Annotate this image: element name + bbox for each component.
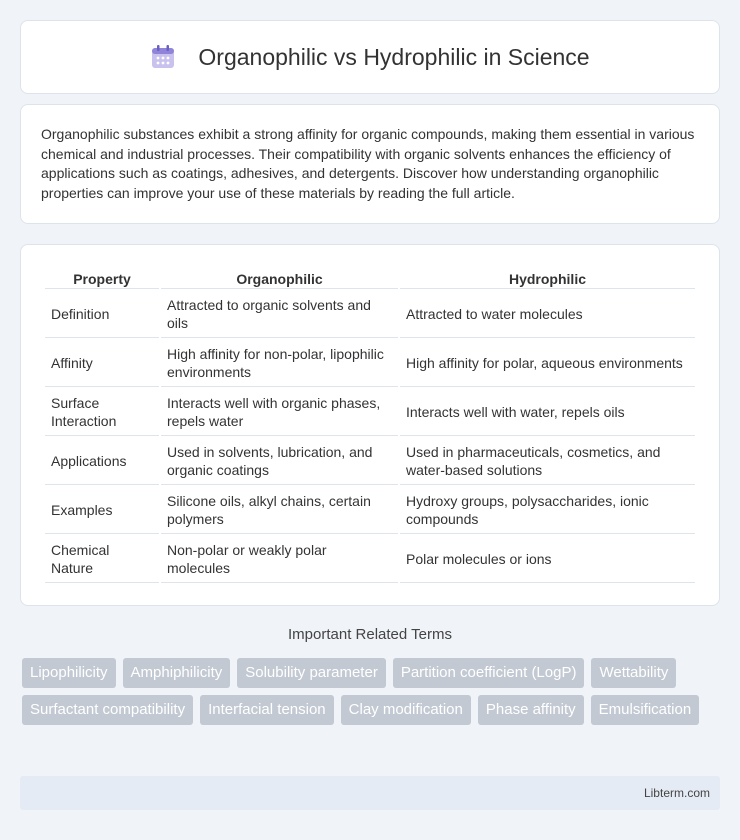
header-property: Property — [45, 267, 159, 289]
term-tag[interactable]: Lipophilicity — [22, 658, 116, 688]
calendar-icon — [150, 44, 176, 70]
cell-hydrophilic: Interacts well with water, repels oils — [400, 389, 695, 436]
table-row — [45, 438, 695, 485]
cell-property: Applications — [45, 438, 159, 485]
table-header-row — [45, 267, 695, 289]
intro-card — [20, 104, 720, 224]
cell-hydrophilic: Hydroxy groups, polysaccharides, ionic compounds — [400, 487, 695, 534]
term-tag[interactable]: Phase affinity — [478, 695, 584, 725]
term-tag[interactable]: Wettability — [591, 658, 676, 688]
related-terms-list — [22, 658, 722, 732]
cell-hydrophilic: Attracted to water molecules — [400, 291, 695, 338]
cell-property: Affinity — [45, 340, 159, 387]
term-tag[interactable]: Solubility parameter — [237, 658, 386, 688]
cell-organophilic: Attracted to organic solvents and oils — [161, 291, 398, 338]
cell-hydrophilic: Polar molecules or ions — [400, 536, 695, 583]
cell-property: Examples — [45, 487, 159, 534]
cell-hydrophilic: Used in pharmaceuticals, cosmetics, and water-based solutions — [400, 438, 695, 485]
comparison-card — [20, 244, 720, 606]
cell-property: Chemical Nature — [45, 536, 159, 583]
title-card — [20, 20, 720, 94]
cell-organophilic: High affinity for non-polar, lipophilic environments — [161, 340, 398, 387]
header-organophilic: Organophilic — [161, 267, 398, 289]
footer-site-link[interactable]: Libterm.com — [643, 786, 710, 800]
comparison-table — [43, 265, 697, 585]
related-terms-heading: Important Related Terms — [288, 626, 452, 643]
table-row — [45, 536, 695, 583]
intro-text: Organophilic substances exhibit a strong affinity for organic compounds, making them essential in various chemical and industrial processes. Their compatibility with organic solvents enhances the efficiency of applications such as coatings, adhesives, and detergents. Discover how understanding organophilic properties can improve your use of these materials by reading the full article. — [41, 126, 695, 201]
table-row — [45, 291, 695, 338]
cell-organophilic: Used in solvents, lubrication, and organic coatings — [161, 438, 398, 485]
term-tag[interactable]: Interfacial tension — [200, 695, 334, 725]
term-tag[interactable]: Partition coefficient (LogP) — [393, 658, 585, 688]
cell-property: Definition — [45, 291, 159, 338]
cell-property: Surface Interaction — [45, 389, 159, 436]
footer — [20, 776, 720, 810]
term-tag[interactable]: Surfactant compatibility — [22, 695, 193, 725]
cell-organophilic: Interacts well with organic phases, repels water — [161, 389, 398, 436]
cell-hydrophilic: High affinity for polar, aqueous environments — [400, 340, 695, 387]
table-row — [45, 389, 695, 436]
cell-organophilic: Silicone oils, alkyl chains, certain polymers — [161, 487, 398, 534]
term-tag[interactable]: Emulsification — [591, 695, 700, 725]
cell-organophilic: Non-polar or weakly polar molecules — [161, 536, 398, 583]
header-hydrophilic: Hydrophilic — [400, 267, 695, 289]
term-tag[interactable]: Amphiphilicity — [123, 658, 231, 688]
term-tag[interactable]: Clay modification — [341, 695, 471, 725]
table-row — [45, 340, 695, 387]
table-row — [45, 487, 695, 534]
page-title: Organophilic vs Hydrophilic in Science — [198, 43, 590, 70]
